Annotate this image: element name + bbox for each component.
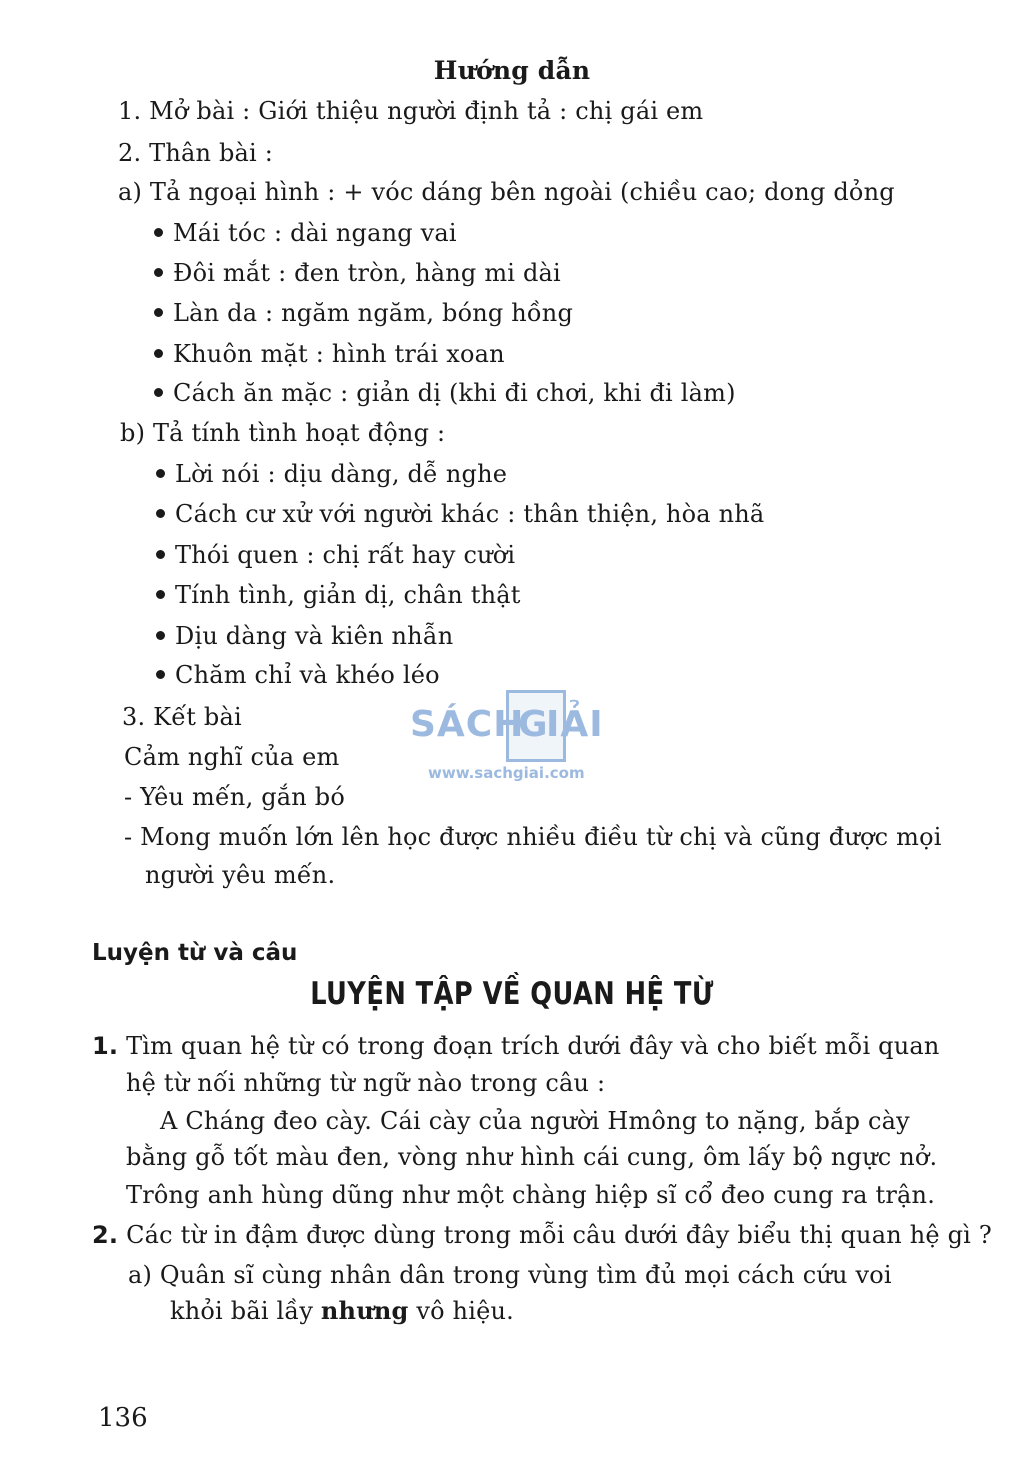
bullet-icon [154, 268, 163, 277]
appearance-item: Làn da : ngăm ngăm, bóng hồng [154, 298, 573, 328]
guide-feelings: Cảm nghĩ của em [124, 743, 340, 771]
conclusion-item: - Yêu mến, gắn bó [124, 783, 345, 811]
watermark-brand-letter: G [518, 704, 549, 745]
exercise1-prompt-cont: hệ từ nối những từ ngữ nào trong câu : [126, 1069, 606, 1097]
guide-intro: 1. Mở bài : Giới thiệu người định tả : chị gái em [118, 97, 704, 125]
bullet-icon [156, 550, 165, 559]
bullet-icon [154, 308, 163, 317]
exercise2-number: 2. [92, 1221, 119, 1249]
guide-body-heading: 2. Thân bài : [118, 139, 274, 167]
personality-item: Lời nói : dịu dàng, dễ nghe [156, 459, 507, 489]
exercise1-passage-line: bằng gỗ tốt màu đen, vòng như hình cái cung, ôm lấy bộ ngực nở. [126, 1143, 938, 1171]
exercise1-number: 1. [92, 1032, 119, 1060]
appearance-item: Cách ăn mặc : giản dị (khi đi chơi, khi đi làm) [154, 378, 736, 408]
bullet-icon [154, 349, 163, 358]
guide-part-b: b) Tả tính tình hoạt động : [120, 419, 446, 447]
personality-item: Chăm chỉ và khéo léo [156, 660, 440, 690]
appearance-item: Đôi mắt : đen tròn, hàng mi dài [154, 258, 561, 288]
exercise2-prompt: 2. Các từ in đậm được dùng trong mỗi câu dưới đây biểu thị quan hệ gì ? [92, 1221, 992, 1249]
personality-item: Dịu dàng và kiên nhẫn [156, 621, 453, 651]
exercise2-item-a: a) Quân sĩ cùng nhân dân trong vùng tìm đủ mọi cách cứu voi [128, 1261, 892, 1289]
section-label: Luyện từ và câu [92, 940, 298, 966]
page-number: 136 [98, 1403, 148, 1433]
exercise1-passage-line: A Cháng đeo cày. Cái cày của người Hmông to nặng, bắp cày [160, 1107, 910, 1135]
exercise1-passage-line: Trông anh hùng dũng như một chàng hiệp sĩ cổ đeo cung ra trận. [126, 1181, 936, 1209]
bullet-icon [156, 469, 165, 478]
conclusion-item: người yêu mến. [145, 861, 336, 889]
lesson-title: LUYỆN TẬP VỀ QUAN HỆ TỪ [310, 976, 714, 1012]
appearance-item: Mái tóc : dài ngang vai [154, 218, 457, 248]
watermark-url: www.sachgiai.com [428, 764, 585, 782]
exercise2-item-a-cont: khỏi bãi lầy nhưng vô hiệu. [170, 1296, 514, 1325]
conclusion-item: - Mong muốn lớn lên học được nhiều điều từ chị và cũng được mọi [124, 823, 942, 851]
guide-part-a: a) Tả ngoại hình : + vóc dáng bên ngoài (chiều cao; dong dỏng [118, 178, 895, 206]
personality-item: Tính tình, giản dị, chân thật [156, 580, 521, 610]
guide-conclusion-heading: 3. Kết bài [122, 703, 242, 731]
guide-title: Hướng dẫn [433, 56, 591, 85]
personality-item: Cách cư xử với người khác : thân thiện, hòa nhã [156, 499, 764, 529]
personality-item: Thói quen : chị rất hay cười [156, 540, 515, 570]
bullet-icon [156, 590, 165, 599]
bold-term: nhưng [320, 1296, 409, 1325]
bullet-icon [154, 228, 163, 237]
bullet-icon [156, 670, 165, 679]
sachgiai-watermark [410, 690, 620, 785]
watermark-brand-left: SÁCH [410, 704, 525, 745]
appearance-item: Khuôn mặt : hình trái xoan [154, 339, 505, 369]
bullet-icon [154, 388, 163, 397]
bullet-icon [156, 509, 165, 518]
exercise1-prompt: 1. Tìm quan hệ từ có trong đoạn trích dưới đây và cho biết mỗi quan [92, 1032, 940, 1060]
watermark-brand-right: IẢI [546, 704, 604, 745]
bullet-icon [156, 631, 165, 640]
